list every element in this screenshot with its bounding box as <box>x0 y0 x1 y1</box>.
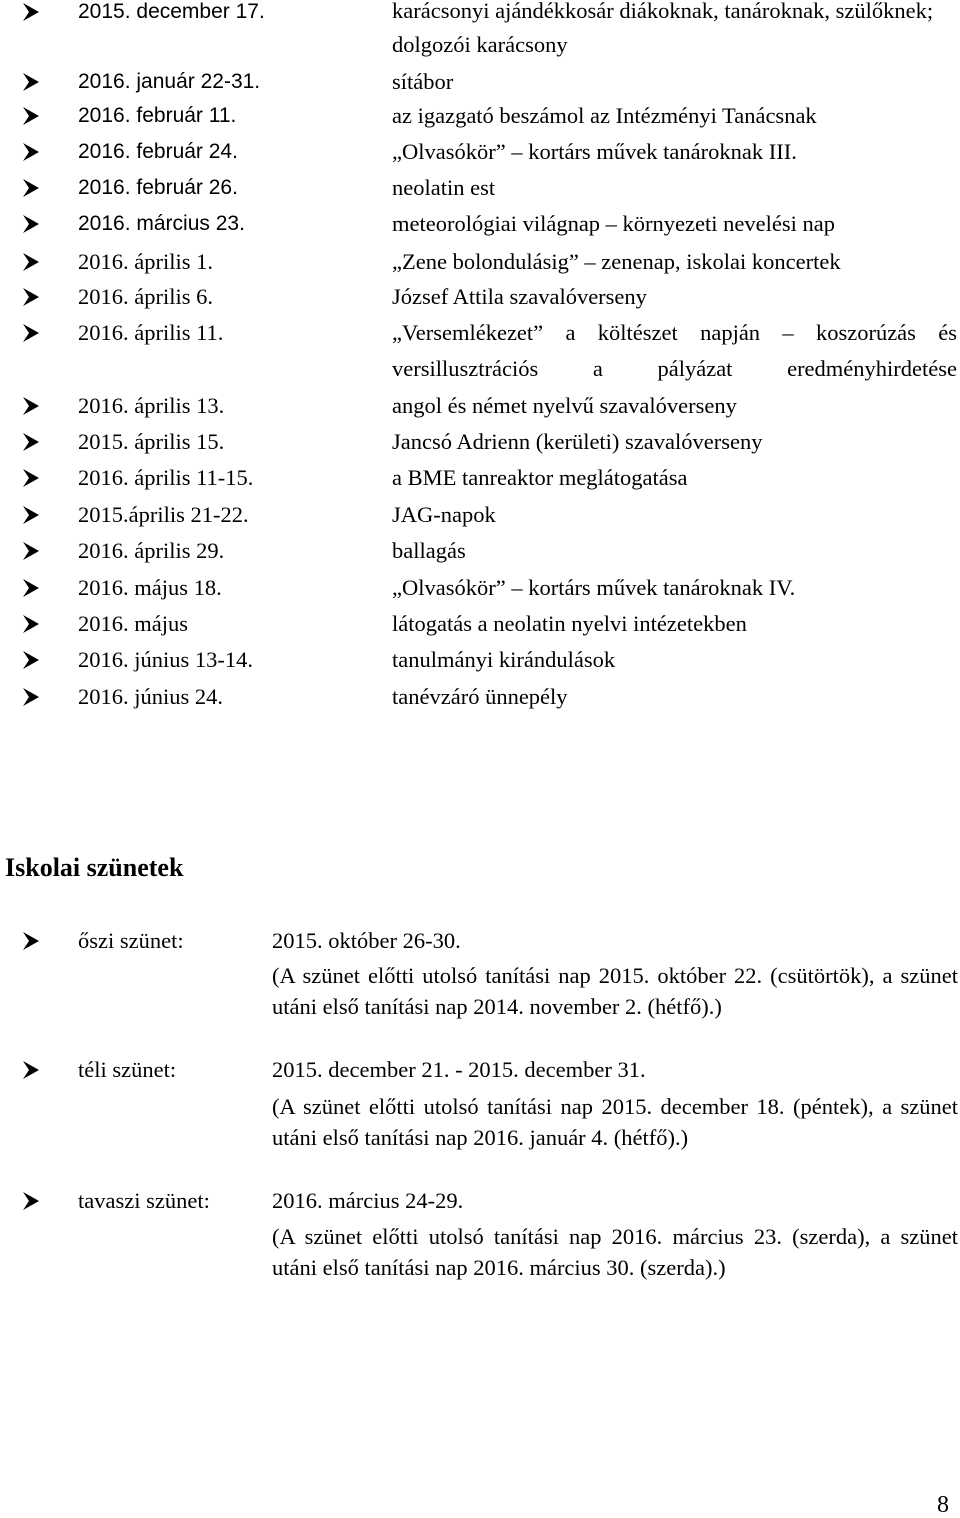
event-date: 2015.április 21-22. <box>78 502 249 527</box>
event-date: 2016. január 22-31. <box>78 70 261 93</box>
event-date: 2016. április 1. <box>78 249 213 274</box>
arrowhead-bullet-icon <box>22 614 40 634</box>
arrowhead-bullet-icon <box>22 2 40 22</box>
event-item <box>0 320 960 381</box>
event-description: neolatin est <box>392 175 496 200</box>
event-item <box>0 0 960 57</box>
event-date: 2016. március 23. <box>78 212 245 235</box>
event-description: látogatás a neolatin nyelvi intézetekben <box>392 611 747 636</box>
event-date: 2016. június 24. <box>78 684 224 709</box>
event-description: a BME tanreaktor meglátogatása <box>392 465 688 490</box>
arrowhead-bullet-icon <box>22 396 40 416</box>
event-description: sítábor <box>392 69 454 94</box>
event-date: 2016. április 13. <box>78 393 225 418</box>
event-item <box>0 685 960 721</box>
event-date: 2016. április 11-15. <box>78 465 254 490</box>
event-date: 2015. április 15. <box>78 429 225 454</box>
break-label: téli szünet: <box>78 1057 177 1082</box>
event-date: 2016. május <box>78 611 188 636</box>
event-description: tanulmányi kirándulások <box>392 647 616 672</box>
break-note: (A szünet előtti utolsó tanítási nap 2016. március 23. (szerda), a szünet utáni első tanítási nap 2016. március 30. (szerda).) <box>272 1224 958 1280</box>
break-label: őszi szünet: <box>78 928 184 953</box>
event-item <box>0 212 960 248</box>
arrowhead-bullet-icon <box>22 650 40 670</box>
event-description: az igazgató beszámol az Intézményi Tanácsnak <box>392 103 817 128</box>
arrowhead-bullet-icon <box>22 1060 40 1080</box>
event-description: József Attila szavalóverseny <box>392 284 647 309</box>
event-date: 2016. február 26. <box>78 176 238 199</box>
event-description: ballagás <box>392 538 466 563</box>
event-date: 2016. június 13-14. <box>78 647 254 672</box>
event-description: Jancsó Adrienn (kerületi) szavalóverseny <box>392 429 763 454</box>
event-date: 2016. február 11. <box>78 104 237 127</box>
break-range: 2015. október 26-30. <box>272 928 461 953</box>
event-date: 2015. december 17. <box>78 0 265 23</box>
arrowhead-bullet-icon <box>22 578 40 598</box>
arrowhead-bullet-icon <box>22 505 40 525</box>
break-label: tavaszi szünet: <box>78 1188 210 1213</box>
arrowhead-bullet-icon <box>22 541 40 561</box>
event-date: 2016. május 18. <box>78 575 222 600</box>
arrowhead-bullet-icon <box>22 72 40 92</box>
event-description: „Olvasókör” – kortárs művek tanároknak IV. <box>392 575 796 600</box>
arrowhead-bullet-icon <box>22 214 40 234</box>
page-number: 8 <box>937 1492 949 1518</box>
event-date: 2016. április 6. <box>78 284 213 309</box>
event-description: „Zene bolondulásig” – zenenap, iskolai koncertek <box>392 249 841 274</box>
arrowhead-bullet-icon <box>22 178 40 198</box>
event-description: karácsonyi ajándékkosár diákoknak, tanároknak, szülőknek; dolgozói karácsony <box>392 0 934 57</box>
arrowhead-bullet-icon <box>22 252 40 272</box>
arrowhead-bullet-icon <box>22 687 40 707</box>
arrowhead-bullet-icon <box>22 323 40 343</box>
arrowhead-bullet-icon <box>22 287 40 307</box>
event-date: 2016. április 11. <box>78 320 224 345</box>
event-description: „Versemlékezet” a költészet napján – koszorúzás és versillusztrációs a pályázat eredményhirdetése <box>392 320 957 381</box>
event-description: angol és német nyelvű szavalóverseny <box>392 393 737 418</box>
break-note: (A szünet előtti utolsó tanítási nap 2015. október 22. (csütörtök), a szünet utáni első tanítási nap 2014. november 2. (hétfő).) <box>272 963 958 1019</box>
arrowhead-bullet-icon <box>22 142 40 162</box>
arrowhead-bullet-icon <box>22 432 40 452</box>
event-description: meteorológiai világnap – környezeti nevelési nap <box>392 211 835 236</box>
event-description: tanévzáró ünnepély <box>392 684 568 709</box>
arrowhead-bullet-icon <box>22 468 40 488</box>
arrowhead-bullet-icon <box>22 106 40 126</box>
break-range: 2016. március 24-29. <box>272 1188 464 1213</box>
event-date: 2016. február 24. <box>78 140 238 163</box>
event-date: 2016. április 29. <box>78 538 225 563</box>
break-note: (A szünet előtti utolsó tanítási nap 2015. december 18. (péntek), a szünet utáni első tanítási nap 2016. január 4. (hétfő).) <box>272 1094 958 1150</box>
event-description: JAG-napok <box>392 502 496 527</box>
event-description: „Olvasókör” – kortárs művek tanároknak III. <box>392 139 797 164</box>
breaks-heading: Iskolai szünetek <box>5 853 184 882</box>
break-range: 2015. december 21. - 2015. december 31. <box>272 1057 646 1082</box>
arrowhead-bullet-icon <box>22 931 40 951</box>
arrowhead-bullet-icon <box>22 1191 40 1211</box>
